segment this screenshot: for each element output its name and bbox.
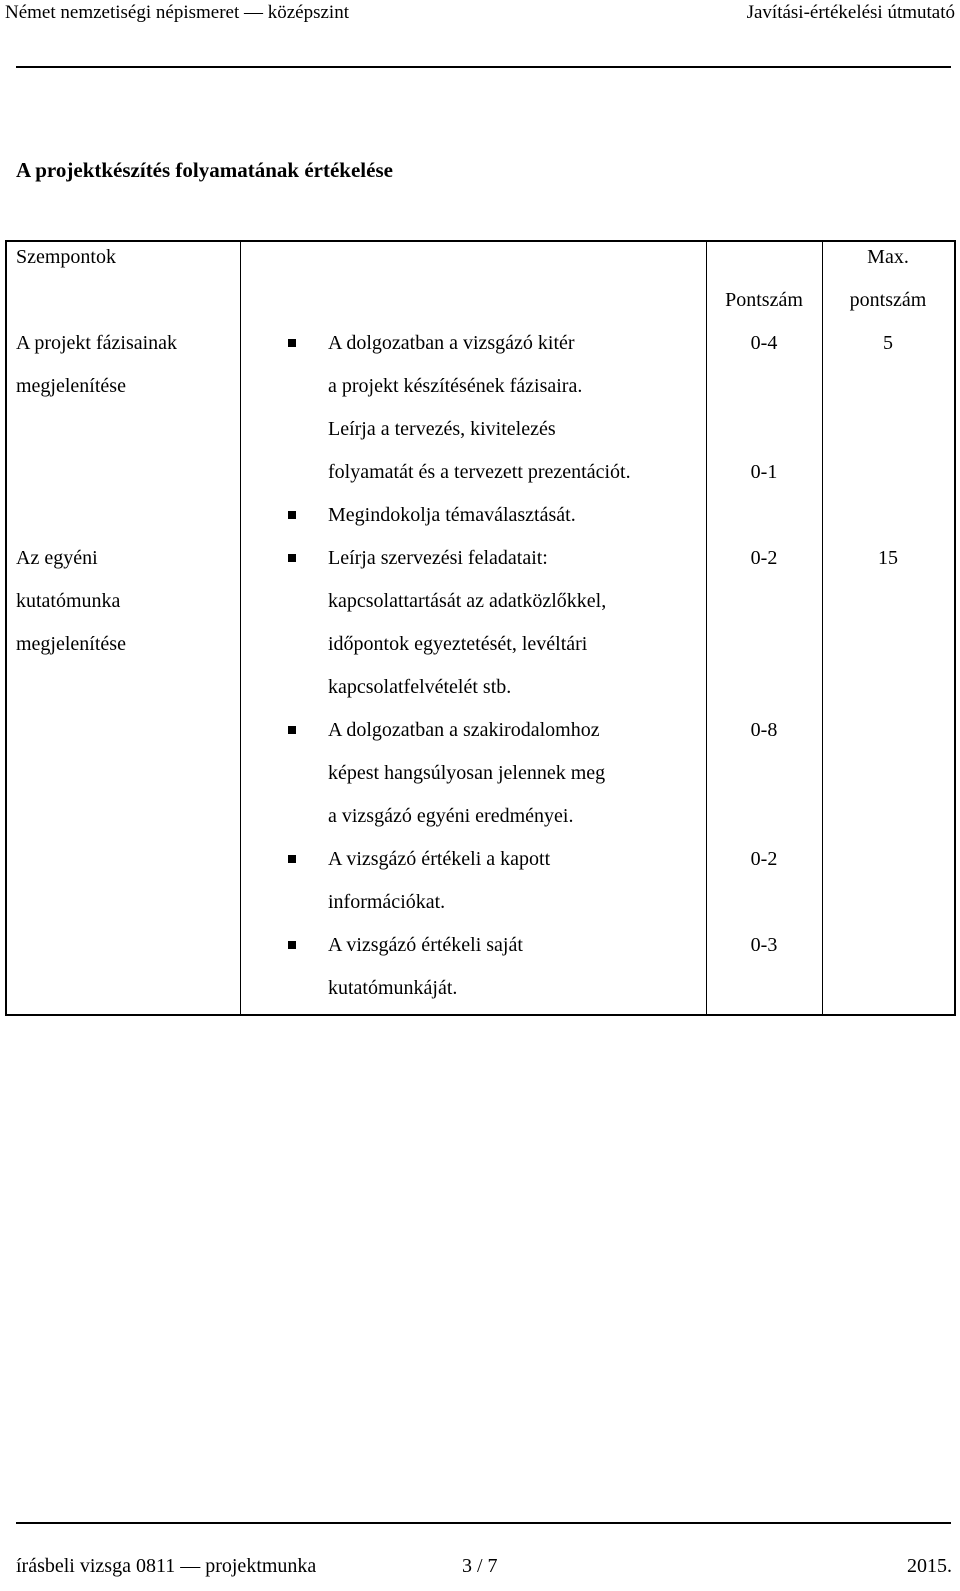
footer-rule [16,1522,951,1524]
row2-item4-line2: kutatómunkáját. [328,977,458,999]
row1-item1-line3: Leírja a tervezés, kivitelezés [328,418,556,440]
row1-criterion-line1: A projekt fázisainak [16,332,178,354]
page-header [0,0,960,30]
row1-item1-score: 0-4 [750,332,778,354]
table-col-divider-1 [240,240,241,1016]
col-header-score: Pontszám [725,289,803,311]
header-rule [16,66,951,68]
row2-item3-line2: információkat. [328,891,446,913]
row1-item1-line2: a projekt készítésének fázisaira. [328,375,583,397]
col-header-criteria: Szempontok [16,246,116,268]
col-header-max-line1: Max. [867,246,909,268]
bullet-icon [288,554,296,562]
table-col-divider-2 [706,240,707,1016]
table-col-divider-3 [822,240,823,1016]
bullet-icon [288,726,296,734]
row1-criterion-line2: megjelenítése [16,375,126,397]
bullet-icon [288,941,296,949]
row2-item2-line2: képest hangsúlyosan jelennek meg [328,762,606,784]
row2-item4-score: 0-3 [750,934,778,956]
footer-left-text: írásbeli vizsga 0811 — projektmunka [16,1555,317,1577]
row2-item1-line2: kapcsolattartását az adatközlőkkel, [328,590,607,612]
row2-item4-line1: A vizsgázó értékeli saját [328,934,523,956]
row2-item1-line4: kapcsolatfelvételét stb. [328,676,512,698]
row2-criterion-line1: Az egyéni [16,547,98,569]
bullet-icon [288,511,296,519]
row2-item2-score: 0-8 [750,719,778,741]
row2-criterion-line2: kutatómunka [16,590,121,612]
row2-item3-line1: A vizsgázó értékeli a kapott [328,848,551,870]
bullet-icon [288,855,296,863]
row1-item1-score2: 0-1 [750,461,778,483]
row2-item2-line1: A dolgozatban a szakirodalomhoz [328,719,600,741]
row2-item2-line3: a vizsgázó egyéni eredményei. [328,805,574,827]
page-title: A projektkészítés folyamatának értékelése [16,158,393,182]
page-footer [0,1553,960,1585]
row2-item1-score: 0-2 [750,547,778,569]
row2-item1-line3: időpontok egyeztetését, levéltári [328,633,588,655]
row2-item3-score: 0-2 [750,848,778,870]
header-left-text: Német nemzetiségi népismeret — középszint [5,2,349,23]
row2-item1-line1: Leírja szervezési feladatait: [328,547,548,569]
row1-item1-line1: A dolgozatban a vizsgázó kitér [328,332,575,354]
row2-criterion-line3: megjelenítése [16,633,126,655]
row1-max-score: 5 [883,332,893,354]
col-header-max-line2: pontszám [849,289,927,311]
row1-item1-line4: folyamatát és a tervezett prezentációt. [328,461,631,483]
header-right-text: Javítási-értékelési útmutató [746,2,955,23]
row2-max-score: 15 [878,547,898,569]
footer-year: 2015. [907,1555,952,1577]
row1-item2-line1: Megindokolja témaválasztását. [328,504,576,526]
page-number: 3 / 7 [462,1555,498,1577]
bullet-icon [288,339,296,347]
